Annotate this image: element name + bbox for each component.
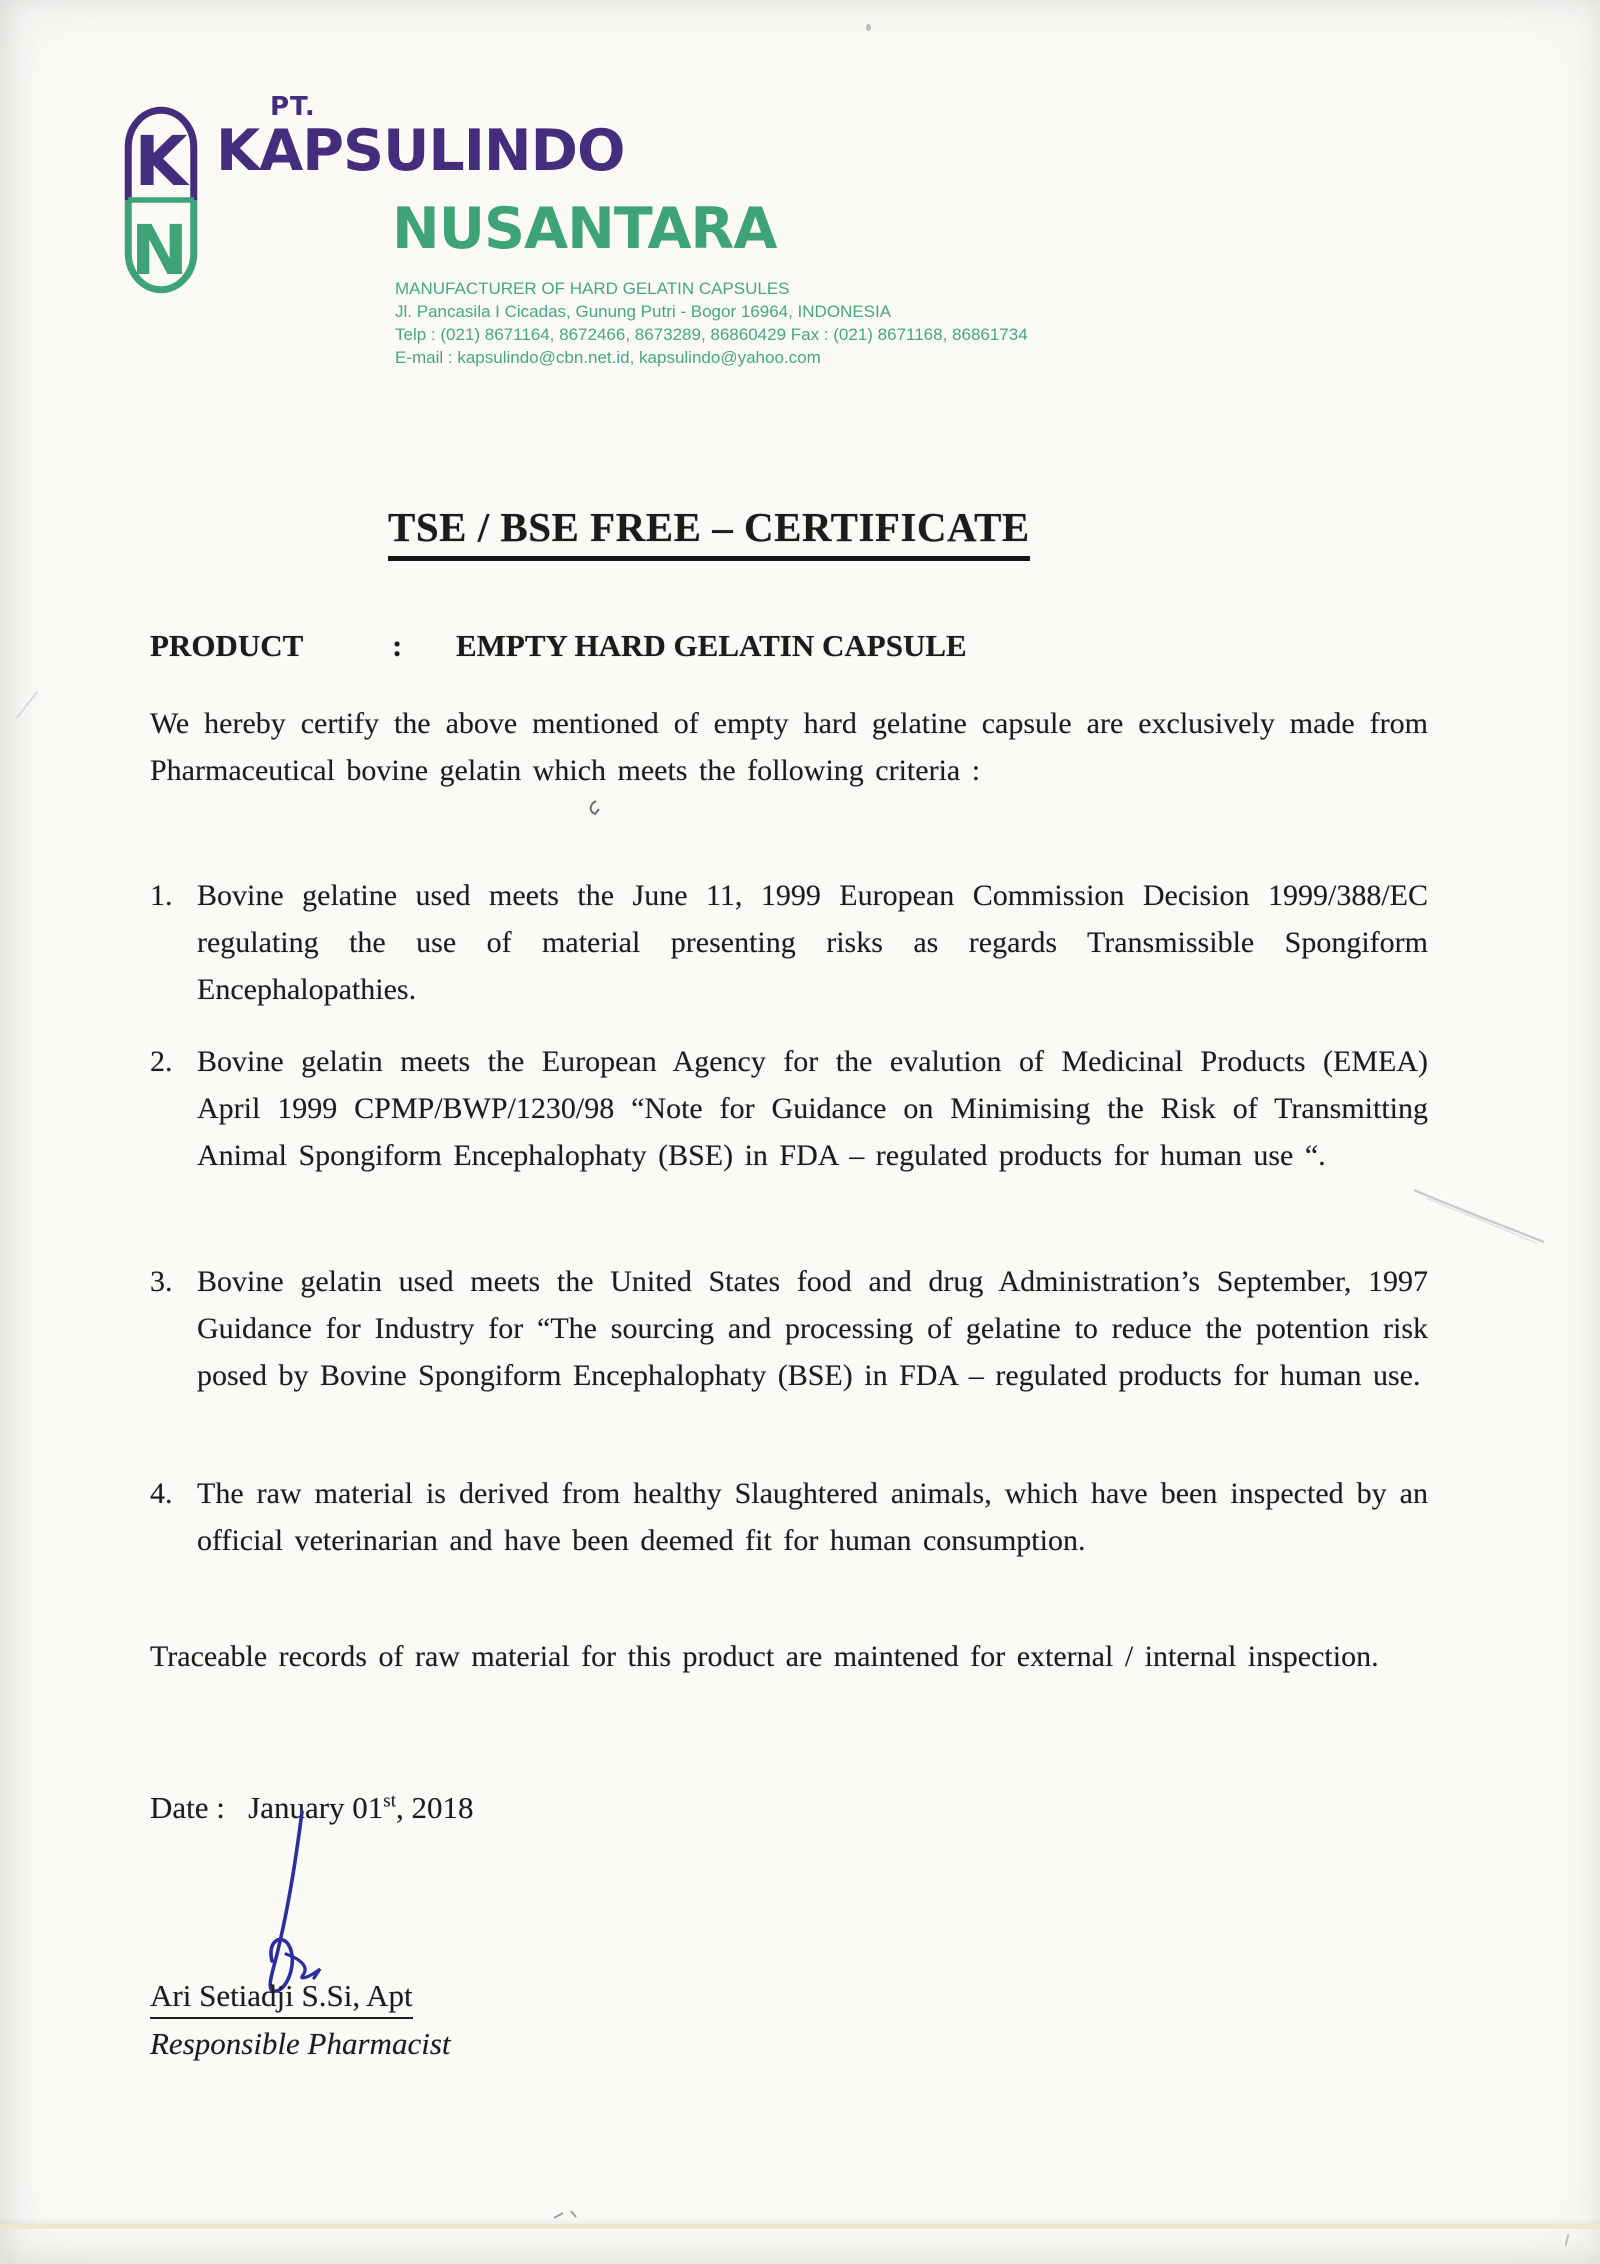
scan-artifact-dot <box>866 24 871 31</box>
product-colon: : <box>392 628 403 663</box>
list-item-1-text: Bovine gelatine used meets the June 11, 1999 European Commission Decision 1999/388/EC regulating the use of material presenting risks as regards Transmissible Spongiform Encephalopathies. <box>197 879 1428 1006</box>
company-tagline: MANUFACTURER OF HARD GELATIN CAPSULES <box>395 279 790 298</box>
list-item-3 <box>150 1258 1428 1399</box>
list-item-1-number: 1. <box>150 879 173 912</box>
list-item-4-number: 4. <box>150 1477 173 1510</box>
date-year: , 2018 <box>395 1790 474 1825</box>
list-item-3-number: 3. <box>150 1265 173 1298</box>
intro-paragraph: We hereby certify the above mentioned of empty hard gelatine capsule are exclusively made from Pharmaceutical bovine gelatin which meets the following criteria : <box>150 707 1428 787</box>
scan-artifact-mark <box>585 798 603 820</box>
company-phone-fax: Telp : (021) 8671164, 8672466, 8673289, 86860429 Fax : (021) 8671168, 86861734 <box>395 325 1028 344</box>
scan-artifact-bottom-right <box>1565 2234 1570 2246</box>
product-line <box>150 628 1430 664</box>
list-item-4-text: The raw material is derived from healthy Slaughtered animals, which have been inspected by an official veterinarian and have been deemed fit for human consumption. <box>197 1477 1428 1557</box>
company-address: Jl. Pancasila I Cicadas, Gunung Putri - Bogor 16964, INDONESIA <box>395 302 892 321</box>
list-item-2-text: Bovine gelatin meets the European Agency for the evalution of Medicinal Products (EMEA) April 1999 CPMP/BWP/1230/98 “Note for Guidance on Minimising the Risk of Transmitting Animal Spongiform Encephalophaty (BSE) in FDA – regulated products for human use “. <box>197 1045 1428 1172</box>
company-name-kapsulindo: KAPSULINDO <box>216 118 625 184</box>
capsule-logo-icon <box>122 104 200 296</box>
scan-artifact-smudge <box>16 691 39 719</box>
date-ordinal-suffix: st <box>383 1790 396 1812</box>
company-name-nusantara: NUSANTARA <box>392 196 777 262</box>
company-email: E-mail : kapsulindo@cbn.net.id, kapsulindo@yahoo.com <box>395 348 821 367</box>
paper-bottom-edge <box>0 2224 1600 2229</box>
product-value: EMPTY HARD GELATIN CAPSULE <box>456 628 967 663</box>
date-label: Date : <box>150 1790 225 1825</box>
list-item-1 <box>150 872 1428 1013</box>
logo-letter-k: K <box>134 122 188 203</box>
scan-artifact-swoosh <box>1406 1178 1556 1260</box>
list-item-2 <box>150 1038 1428 1179</box>
closing-paragraph: Traceable records of raw material for this product are maintened for external / internal inspection. <box>150 1640 1379 1673</box>
logo-letter-n: N <box>130 211 189 292</box>
list-item-4 <box>150 1470 1428 1564</box>
document-title: TSE / BSE FREE – CERTIFICATE <box>388 503 1030 561</box>
list-item-3-text: Bovine gelatin used meets the United States food and drug Administration’s September, 1997 Guidance for Industry for “The sourcing and processing of gelatine to reduce the potention risk posed by Bovine Spongiform Encephalophaty (BSE) in FDA – regulated products for human use. <box>197 1265 1428 1392</box>
date-value: January 01 <box>248 1790 384 1825</box>
letterhead-contact-block <box>395 277 1028 369</box>
signer-title: Responsible Pharmacist <box>150 2026 451 2061</box>
company-prefix: PT. <box>270 92 316 122</box>
signature-ink <box>236 1808 361 2003</box>
product-label: PRODUCT <box>150 628 304 663</box>
scan-artifact-bottom-marks <box>552 2208 582 2222</box>
signer-name: Ari Setiadji S.Si, Apt <box>150 1978 413 2019</box>
list-item-2-number: 2. <box>150 1045 173 1078</box>
